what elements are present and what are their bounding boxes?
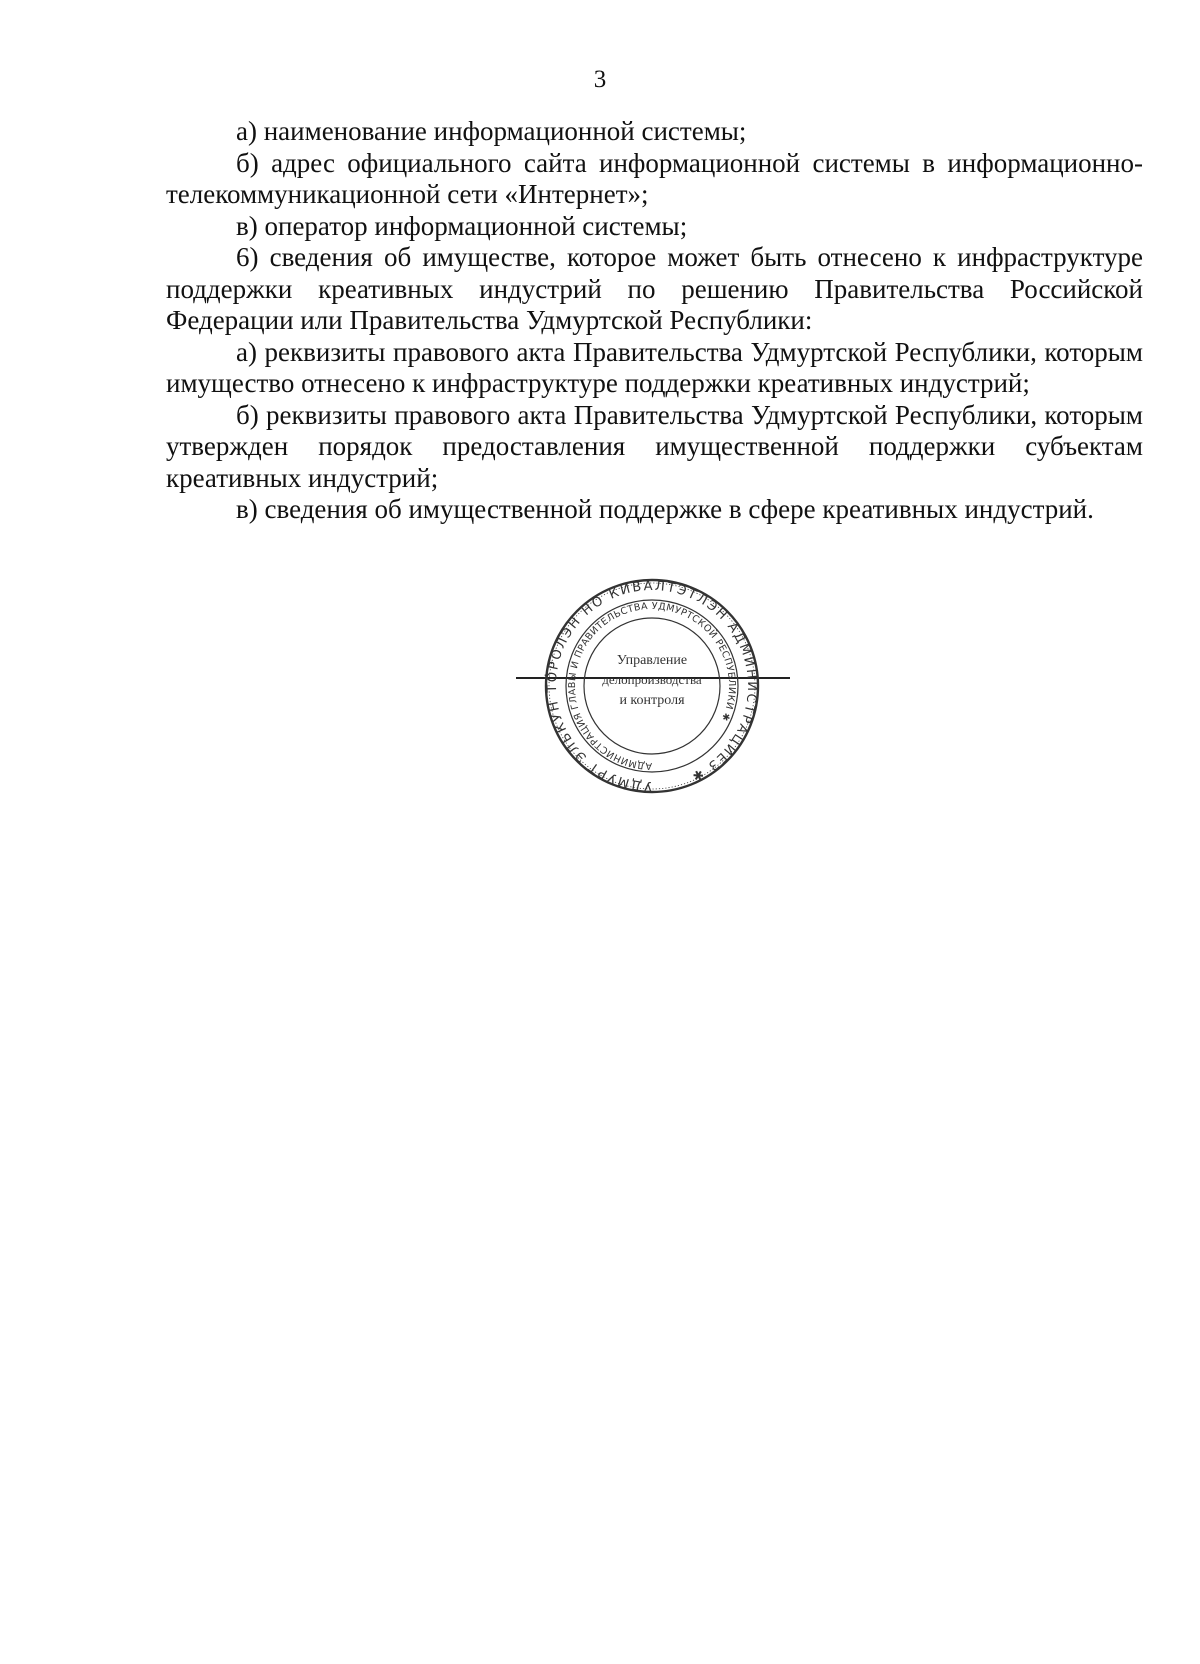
stamp-outer-text: УДМУРТ ЭЛЬКУН ТÖРОЛЭН НО КИВАЛТЭТЛЭН АДМИНИСТРАЦИЕЗ ✱ <box>544 578 760 794</box>
official-stamp <box>512 574 792 794</box>
paragraph-item-b-procedure: б) реквизиты правового акта Правительства Удмуртской Республики, которым утвержден порядок предоставления имущественной поддержки субъектам креативных индустрий; <box>166 399 1143 493</box>
stamp-center-line-2: делопроизводства <box>602 672 702 687</box>
paragraph-item-a-name: а) наименование информационной системы; <box>236 116 747 146</box>
paragraph-item-v-operator: в) оператор информационной системы; <box>236 210 688 241</box>
page-number: 3 <box>593 66 607 93</box>
document-body <box>166 116 1143 526</box>
stamp-center-line-1: Управление <box>616 653 688 668</box>
paragraph-item-6-property: 6) сведения об имуществе, которое может быть отнесено к инфраструктуре поддержки креативных индустрий по решению Правительства Российской Федерации или Правительства Удмуртской Республики: <box>166 242 1143 335</box>
paragraph-item-b-website: б) адрес официального сайта информационной системы в информационно-телекоммуникационной сети «Интернет»; <box>166 147 1143 209</box>
stamp-inner-text: АДМИНИСТРАЦИЯ ГЛАВЫ И ПРАВИТЕЛЬСТВА УДМУРТСКОЙ РЕСПУБЛИКИ ✱ <box>566 600 738 772</box>
paragraph-item-a-act-details: а) реквизиты правового акта Правительства Удмуртской Республики, которым имущество отнесено к инфраструктуре поддержки креативных индустрий; <box>166 336 1143 398</box>
paragraph-item-v-support: в) сведения об имущественной поддержке в сфере креативных индустрий. <box>236 494 1094 524</box>
stamp-center-line-3: и контроля <box>619 693 685 708</box>
stamp-seal-icon <box>512 574 792 794</box>
